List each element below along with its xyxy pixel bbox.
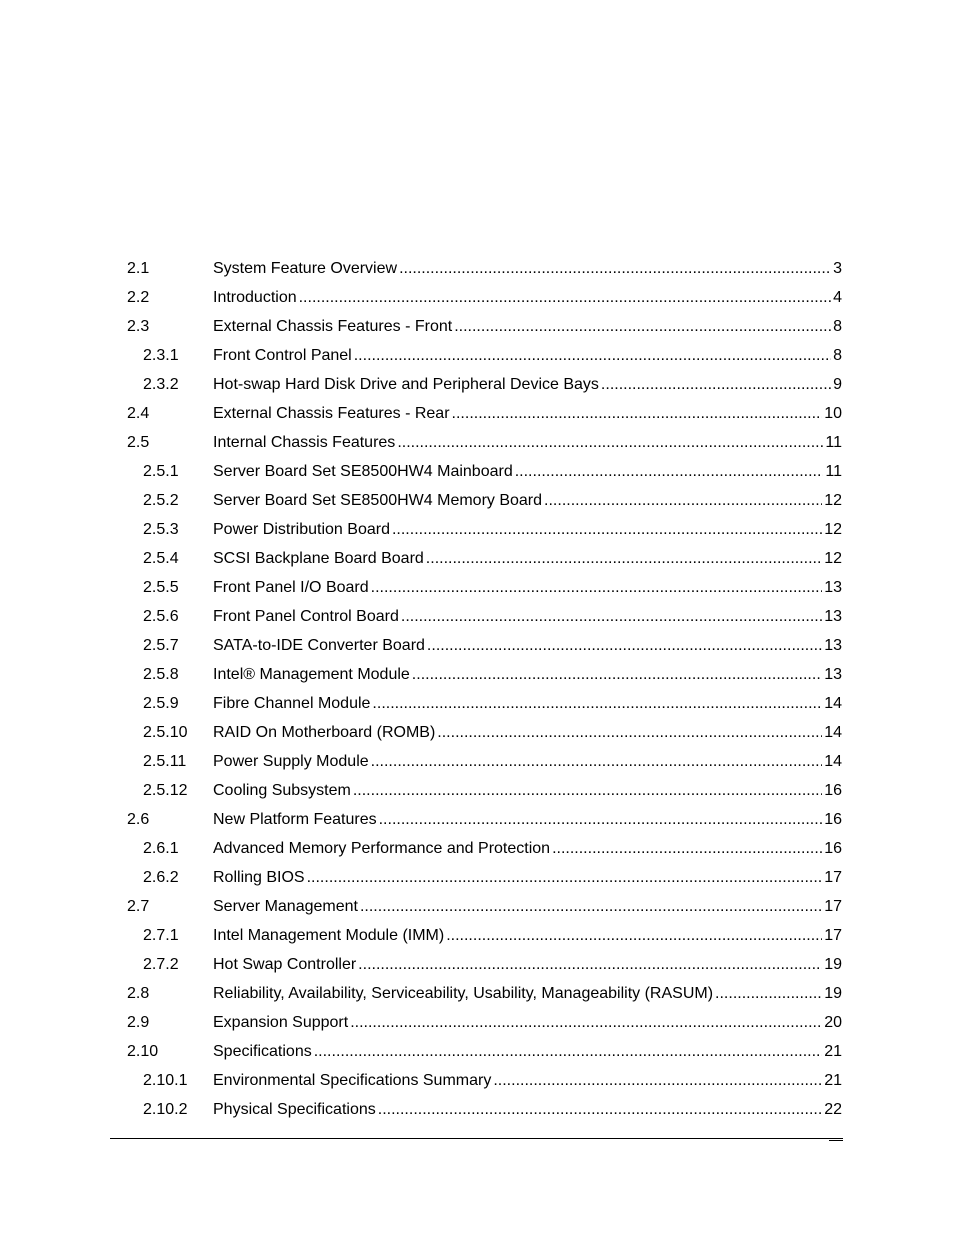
- toc-entry-line: [213, 312, 842, 341]
- toc-dot-leader: [452, 399, 823, 428]
- toc-section-number: 2.1: [127, 260, 150, 277]
- toc-dot-leader: [314, 1037, 822, 1066]
- toc-section-title: Intel Management Module (IMM): [213, 927, 445, 944]
- toc-entry[interactable]: [0, 341, 954, 370]
- toc-entry[interactable]: [0, 573, 954, 602]
- toc-page-number: 14: [824, 724, 842, 741]
- toc-entry[interactable]: [0, 544, 954, 573]
- toc-dot-leader: [299, 283, 831, 312]
- toc-section-number: 2.4: [127, 405, 150, 422]
- toc-page-number: 21: [824, 1072, 842, 1089]
- toc-dot-leader: [358, 950, 822, 979]
- toc-entry[interactable]: [0, 283, 954, 312]
- toc-section-number: 2.7.1: [143, 927, 179, 944]
- toc-section-title: Internal Chassis Features: [213, 434, 396, 451]
- toc-dot-leader: [552, 834, 822, 863]
- toc-section-number: 2.6.2: [143, 869, 179, 886]
- toc-section-title: Server Management: [213, 898, 358, 915]
- toc-page-number: 14: [824, 695, 842, 712]
- toc-dot-leader: [715, 979, 822, 1008]
- toc-section-number: 2.6: [127, 811, 150, 828]
- toc-section-title: Specifications: [213, 1043, 312, 1060]
- toc-entry-line: [213, 486, 842, 515]
- toc-page-number: 8: [833, 347, 842, 364]
- toc-section-title: Introduction: [213, 289, 297, 306]
- toc-dot-leader: [515, 457, 824, 486]
- toc-section-title: Hot Swap Controller: [213, 956, 357, 973]
- toc-page-number: 12: [824, 550, 842, 567]
- toc-entry-line: [213, 341, 842, 370]
- toc-entry[interactable]: [0, 1095, 954, 1124]
- toc-page-number: 19: [824, 956, 842, 973]
- toc-section-title: Front Panel Control Board: [213, 608, 399, 625]
- toc-section-title: External Chassis Features - Front: [213, 318, 453, 335]
- toc-entry-line: [213, 457, 842, 486]
- toc-section-title: Server Board Set SE8500HW4 Mainboard: [213, 463, 513, 480]
- toc-entry-line: [213, 1037, 842, 1066]
- toc-page-number: 13: [824, 608, 842, 625]
- toc-section-title: Hot-swap Hard Disk Drive and Peripheral Device Bays: [213, 376, 599, 393]
- toc-section-title: Intel® Management Module: [213, 666, 410, 683]
- toc-entry[interactable]: [0, 776, 954, 805]
- toc-section-title: Advanced Memory Performance and Protection: [213, 840, 551, 857]
- toc-dot-leader: [353, 776, 822, 805]
- toc-page-number: 22: [824, 1101, 842, 1118]
- toc-dot-leader: [601, 370, 831, 399]
- toc-entry-line: [213, 863, 842, 892]
- toc-section-number: 2.7: [127, 898, 150, 915]
- toc-page-number: 10: [824, 405, 842, 422]
- toc-section-number: 2.5.7: [143, 637, 179, 654]
- toc-page-number: 21: [824, 1043, 842, 1060]
- toc-section-number: 2.5.11: [143, 753, 187, 770]
- toc-section-number: 2.8: [127, 985, 150, 1002]
- toc-section-number: 2.3: [127, 318, 150, 335]
- toc-entry[interactable]: [0, 312, 954, 341]
- footer-page-mark: [829, 1140, 843, 1141]
- toc-entry-line: [213, 950, 842, 979]
- toc-entry-line: [213, 370, 842, 399]
- toc-section-title: RAID On Motherboard (ROMB): [213, 724, 436, 741]
- toc-entry[interactable]: [0, 1066, 954, 1095]
- toc-page-number: 3: [833, 260, 842, 277]
- toc-section-title: New Platform Features: [213, 811, 377, 828]
- toc-entry[interactable]: [0, 399, 954, 428]
- toc-entry[interactable]: [0, 805, 954, 834]
- toc-entry[interactable]: [0, 370, 954, 399]
- toc-entry-line: [213, 254, 842, 283]
- toc-page-number: 20: [824, 1014, 842, 1031]
- toc-section-number: 2.3.1: [143, 347, 179, 364]
- toc-entry-line: [213, 631, 842, 660]
- toc-page-number: 14: [824, 753, 842, 770]
- toc-page-number: 12: [824, 521, 842, 538]
- toc-page-number: 17: [824, 927, 842, 944]
- toc-dot-leader: [307, 863, 823, 892]
- toc-page-number: 11: [825, 434, 842, 451]
- toc-section-number: 2.5.1: [143, 463, 179, 480]
- toc-dot-leader: [371, 747, 823, 776]
- toc-entry-line: [213, 892, 842, 921]
- toc-entry[interactable]: [0, 921, 954, 950]
- toc-dot-leader: [372, 689, 822, 718]
- toc-entry[interactable]: [0, 747, 954, 776]
- toc-dot-leader: [427, 631, 822, 660]
- toc-entry[interactable]: [0, 254, 954, 283]
- toc-entry[interactable]: [0, 631, 954, 660]
- toc-section-number: 2.5.12: [143, 782, 188, 799]
- toc-section-title: Front Panel I/O Board: [213, 579, 369, 596]
- toc-dot-leader: [401, 602, 822, 631]
- toc-section-title: Environmental Specifications Summary: [213, 1072, 492, 1089]
- toc-entry-line: [213, 544, 842, 573]
- toc-dot-leader: [399, 254, 831, 283]
- toc-section-number: 2.7.2: [143, 956, 179, 973]
- toc-section-title: System Feature Overview: [213, 260, 398, 277]
- toc-section-number: 2.5.2: [143, 492, 179, 509]
- toc-page-number: 8: [833, 318, 842, 335]
- toc-entry[interactable]: [0, 602, 954, 631]
- toc-section-title: SATA-to-IDE Converter Board: [213, 637, 425, 654]
- toc-dot-leader: [437, 718, 822, 747]
- toc-entry[interactable]: [0, 689, 954, 718]
- toc-entry-line: [213, 602, 842, 631]
- toc-entry-line: [213, 1066, 842, 1095]
- toc-dot-leader: [392, 515, 822, 544]
- toc-entry-line: [213, 573, 842, 602]
- toc-section-title: External Chassis Features - Rear: [213, 405, 450, 422]
- toc-dot-leader: [354, 341, 831, 370]
- toc-section-number: 2.3.2: [143, 376, 179, 393]
- toc-entry[interactable]: [0, 457, 954, 486]
- toc-section-title: Front Control Panel: [213, 347, 352, 364]
- toc-section-number: 2.5.8: [143, 666, 179, 683]
- toc-entry-line: [213, 1008, 842, 1037]
- toc-entry[interactable]: [0, 1008, 954, 1037]
- toc-entry-line: [213, 428, 842, 457]
- toc-entry[interactable]: [0, 1037, 954, 1066]
- toc-dot-leader: [493, 1066, 822, 1095]
- toc-page-number: 17: [824, 869, 842, 886]
- toc-entry-line: [213, 718, 842, 747]
- toc-section-title: Expansion Support: [213, 1014, 349, 1031]
- toc-section-title: Rolling BIOS: [213, 869, 305, 886]
- footer-rule: [110, 1138, 843, 1139]
- toc-dot-leader: [378, 1095, 822, 1124]
- toc-section-number: 2.5.6: [143, 608, 179, 625]
- toc-section-number: 2.10.2: [143, 1101, 188, 1118]
- table-of-contents: [0, 254, 954, 1124]
- toc-page-number: 17: [824, 898, 842, 915]
- toc-dot-leader: [426, 544, 822, 573]
- toc-section-title: Power Supply Module: [213, 753, 369, 770]
- toc-entry[interactable]: [0, 950, 954, 979]
- toc-entry[interactable]: [0, 834, 954, 863]
- toc-entry-line: [213, 283, 842, 312]
- toc-page-number: 4: [833, 289, 842, 306]
- toc-page-number: 9: [833, 376, 842, 393]
- toc-dot-leader: [350, 1008, 822, 1037]
- toc-entry-line: [213, 515, 842, 544]
- toc-entry-line: [213, 979, 842, 1008]
- toc-page-number: 16: [824, 811, 842, 828]
- toc-section-number: 2.10.1: [143, 1072, 188, 1089]
- toc-section-number: 2.5.4: [143, 550, 179, 567]
- toc-entry[interactable]: [0, 486, 954, 515]
- toc-page-number: 16: [824, 782, 842, 799]
- toc-section-title: Power Distribution Board: [213, 521, 390, 538]
- toc-section-number: 2.5.3: [143, 521, 179, 538]
- toc-dot-leader: [360, 892, 822, 921]
- toc-dot-leader: [454, 312, 831, 341]
- toc-page-number: 13: [824, 666, 842, 683]
- toc-page-number: 19: [824, 985, 842, 1002]
- toc-page-number: 13: [824, 637, 842, 654]
- toc-entry[interactable]: [0, 979, 954, 1008]
- toc-dot-leader: [379, 805, 823, 834]
- toc-entry[interactable]: [0, 863, 954, 892]
- toc-entry[interactable]: [0, 428, 954, 457]
- toc-section-title: Reliability, Availability, Serviceability, Usability, Manageability (RASUM): [213, 985, 714, 1002]
- toc-entry-line: [213, 834, 842, 863]
- toc-entry[interactable]: [0, 660, 954, 689]
- toc-section-number: 2.10: [127, 1043, 159, 1060]
- toc-section-number: 2.5.5: [143, 579, 179, 596]
- toc-entry-line: [213, 399, 842, 428]
- toc-entry-line: [213, 1095, 842, 1124]
- toc-section-number: 2.9: [127, 1014, 150, 1031]
- toc-entry[interactable]: [0, 892, 954, 921]
- toc-section-number: 2.2: [127, 289, 150, 306]
- toc-dot-leader: [446, 921, 822, 950]
- toc-dot-leader: [544, 486, 822, 515]
- toc-entry-line: [213, 747, 842, 776]
- toc-page-number: 13: [824, 579, 842, 596]
- toc-entry[interactable]: [0, 515, 954, 544]
- toc-entry-line: [213, 921, 842, 950]
- toc-entry-line: [213, 776, 842, 805]
- toc-entry-line: [213, 805, 842, 834]
- toc-section-number: 2.5.9: [143, 695, 179, 712]
- toc-page-number: 11: [825, 463, 842, 480]
- toc-page-number: 12: [824, 492, 842, 509]
- toc-section-number: 2.5.10: [143, 724, 188, 741]
- toc-dot-leader: [371, 573, 823, 602]
- toc-entry[interactable]: [0, 718, 954, 747]
- toc-page-number: 16: [824, 840, 842, 857]
- toc-section-number: 2.5: [127, 434, 150, 451]
- toc-section-title: Cooling Subsystem: [213, 782, 351, 799]
- toc-entry-line: [213, 660, 842, 689]
- toc-section-title: SCSI Backplane Board Board: [213, 550, 424, 567]
- toc-section-number: 2.6.1: [143, 840, 179, 857]
- toc-section-title: Server Board Set SE8500HW4 Memory Board: [213, 492, 543, 509]
- toc-entry-line: [213, 689, 842, 718]
- toc-section-title: Physical Specifications: [213, 1101, 376, 1118]
- toc-dot-leader: [412, 660, 822, 689]
- toc-dot-leader: [397, 428, 823, 457]
- toc-section-title: Fibre Channel Module: [213, 695, 371, 712]
